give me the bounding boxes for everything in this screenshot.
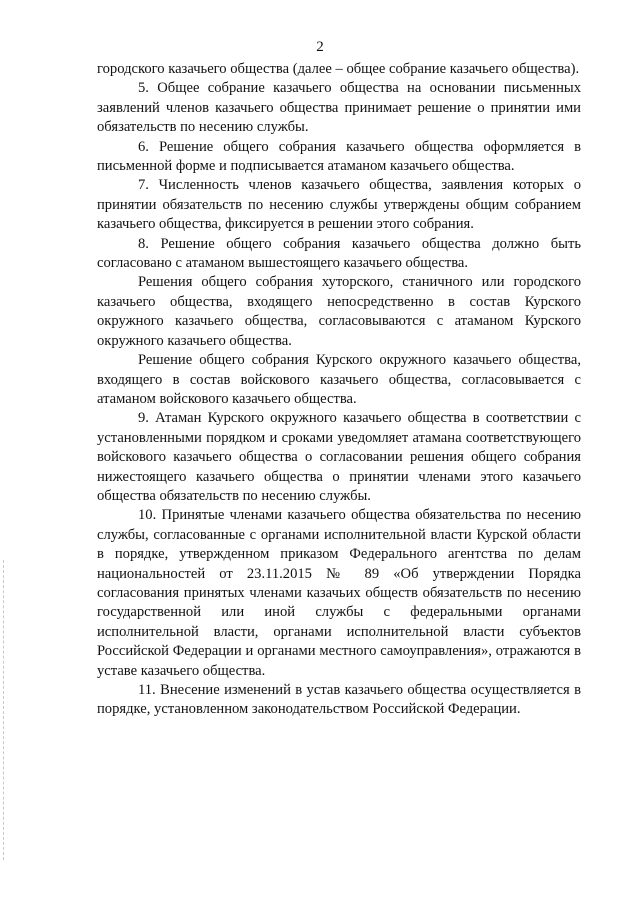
paragraph-7: 7. Численность членов казачьего общества, заявления которых о принятии обязательств по несению службы утверждены общим собранием казачьего общества, фиксируется в решении этого собрания. (97, 177, 581, 233)
paragraph-8: 8. Решение общего собрания казачьего общества должно быть согласовано с атаманом вышестоящего казачьего общества. (97, 235, 581, 272)
paragraph-8-district-decision: Решение общего собрания Курского окружного казачьего общества, входящего в состав войскового казачьего общества, согласовывается с атаманом войскового казачьего общества. (97, 352, 581, 407)
scan-edge-marks (3, 560, 5, 860)
paragraph-6: 6. Решение общего собрания казачьего общества оформляется в письменной форме и подписывается атаманом казачьего общества. (97, 138, 581, 175)
document-body (97, 60, 581, 720)
page-number: 2 (316, 39, 324, 55)
paragraph-10: 10. Принятые членами казачьего общества обязательства по несению службы, согласованные с органами исполнительной власти Курской области в порядке, утвержденном приказом Федерального агентства по делам национальностей от 23.11.2015 № 89 «Об утверждении Порядка согласования принятых членами казачьих обществ обязательств по несению государственной или иной службы с федеральными органами исполнительной власти, органами исполнительной власти субъектов Российской Федерации и органами местного самоуправления», отражаются в уставе казачьего общества. (97, 507, 581, 679)
paragraph-9: 9. Атаман Курского окружного казачьего общества в соответствии с установленными порядком и сроками уведомляет атамана соответствующего войскового казачьего общества о согласовании решения общего собрания нижестоящего казачьего общества о принятии членами этого казачьего общества обязательств по несению службы. (97, 410, 581, 504)
paragraph-11: 11. Внесение изменений в устав казачьего общества осуществляется в порядке, установленном законодательством Российской Федерации. (97, 682, 581, 718)
paragraph-8-khutor-decisions: Решения общего собрания хуторского, станичного или городского казачьего общества, входящего непосредственно в состав Курского окружного казачьего общества, согласовываются с атаманом Курского окружного казачьего общества. (97, 274, 581, 349)
paragraph-continuation: городского казачьего общества (далее – общее собрание казачьего общества). (97, 61, 580, 77)
paragraph-5: 5. Общее собрание казачьего общества на основании письменных заявлений членов казачьего общества принимает решение о принятии ими обязательств по несению службы. (97, 80, 581, 136)
